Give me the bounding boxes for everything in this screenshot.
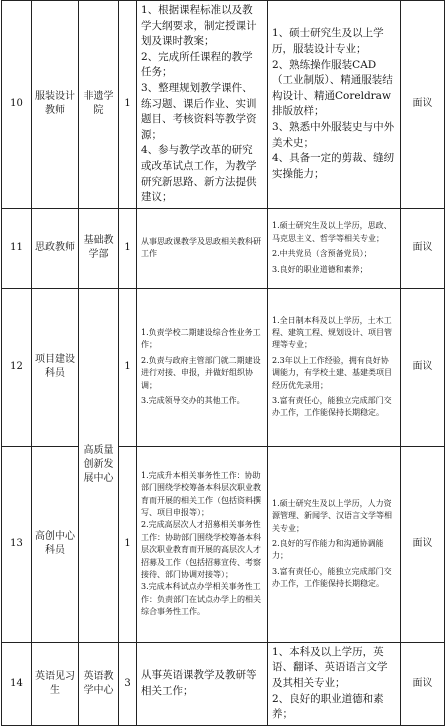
job-duties xyxy=(137,208,268,288)
requirement-item: 3、熟悉中外服装史与中外美术史； xyxy=(272,120,395,149)
job-requirements xyxy=(268,642,401,725)
requirement-item: 2.良好的写作能力和沟通协调能力； xyxy=(272,539,384,561)
duty-item: 3.完成领导交办的其他工作。 xyxy=(141,396,245,406)
position-name: 项目建设科员 xyxy=(32,288,79,446)
requirement-item: 2.中共党员（含预备党员）； xyxy=(272,249,372,259)
table-row xyxy=(2,446,445,642)
requirement-item: 1.全日制本科及以上学历，土木工程、建筑工程、规划设计、项目管理等专业； xyxy=(272,315,392,350)
job-requirements xyxy=(268,208,401,288)
salary-mode: 面议 xyxy=(401,446,445,642)
job-duties xyxy=(137,1,268,209)
requirement-item: 1、硕士研究生及以上学历，服装设计专业； xyxy=(272,27,384,55)
job-requirements xyxy=(268,1,401,209)
department-name: 非遗学院 xyxy=(79,1,119,209)
job-duties xyxy=(137,446,268,642)
job-duties xyxy=(137,642,268,725)
headcount: 1 xyxy=(119,1,137,209)
requirement-item: 3.富有责任心，能独立完成部门交办工作，工作能保持长期稳定。 xyxy=(272,396,392,418)
duty-item: 从事思政课教学及思政相关教科研工作 xyxy=(141,236,261,259)
duty-item: 3、整理规划教学课件、练习题、课后作业、实训题目、考核资料等教学资源； xyxy=(141,81,257,141)
requirement-item: 3.良好的职业道德和素养； xyxy=(272,264,368,274)
headcount: 1 xyxy=(119,446,137,642)
duty-item: 1.负责学校二期建设综合性业务工作； xyxy=(141,328,261,350)
table-row xyxy=(2,288,445,446)
duty-item: 3.完成本科试点办学相关事务性工作：负责部门在试点办学上的相关综合事务性工作。 xyxy=(141,582,261,617)
table-row xyxy=(2,208,445,288)
salary-mode: 面议 xyxy=(401,642,445,725)
job-duties xyxy=(137,288,268,446)
department-name: 高质量创新发展中心 xyxy=(79,288,119,642)
requirement-item: 2.3年以上工作经验，拥有良好协调能力，有学校土建、基建类项目经历优先录用； xyxy=(272,355,392,390)
headcount: 1 xyxy=(119,208,137,288)
duty-item: 从事英语课教学及教研等相关工作； xyxy=(141,669,257,697)
department-name: 英语教学中心 xyxy=(79,642,119,725)
duty-item: 4、参与教学改革的研究或改革试点工作，为教学研究新思路、新方法提供建议； xyxy=(141,144,257,204)
duty-item: 2.完成高层次人才招募相关事务性工作：协助部门围绕学校筹备本科层次职业教育而开展的高层次人才招募及工作（包括招募宣传、考察接待、部门协调对接等）； xyxy=(141,520,261,580)
position-name: 英语见习生 xyxy=(32,642,79,725)
requirement-item: 2、熟练操作服装CAD（工业制版）、精通服装结构设计、精通Coreldraw排版放样； xyxy=(272,58,393,118)
requirement-item: 1、本科及以上学历，英语、翻译、英语语言文学及其相关专业； xyxy=(272,645,388,689)
recruitment-table xyxy=(1,0,445,726)
duty-item: 1、根据课程标准以及教学大纲要求，制定授课计划及课时教案； xyxy=(141,4,257,48)
position-name: 高创中心科员 xyxy=(32,446,79,642)
position-name: 服装设计教师 xyxy=(32,1,79,209)
row-number: 13 xyxy=(2,446,32,642)
salary-mode: 面议 xyxy=(401,1,445,209)
row-number: 14 xyxy=(2,642,32,725)
position-name: 思政教师 xyxy=(32,208,79,288)
row-number: 11 xyxy=(2,208,32,288)
job-requirements xyxy=(268,288,401,446)
requirement-item: 1.硕士研究生及以上学历，思政、马克思主义、哲学等相关专业； xyxy=(272,221,392,243)
requirement-item: 3.富有责任心，能独立完成部门交办工作，工作能保持长期稳定。 xyxy=(272,566,392,589)
requirement-item: 1.硕士研究生及以上学历，人力资源管理、新闻学、汉语言文学等相关专业； xyxy=(272,498,392,533)
salary-mode: 面议 xyxy=(401,208,445,288)
duty-item: 2.负责与政府主管部门就二期建设进行对接、申报，并做好组织协调； xyxy=(141,355,261,390)
duty-item: 1.完成升本相关事务性工作：协助部门围绕学校筹备本科层次职业教育而开展的相关工作（包括资料撰写、项目申报等）； xyxy=(141,470,261,517)
duty-item: 2、完成所任课程的教学任务； xyxy=(141,50,253,79)
row-number: 12 xyxy=(2,288,32,446)
requirement-item: 2、良好的职业道德和素养； xyxy=(272,692,384,721)
table-row xyxy=(2,642,445,725)
row-number: 10 xyxy=(2,1,32,209)
headcount: 1 xyxy=(119,288,137,446)
headcount: 3 xyxy=(119,642,137,725)
salary-mode: 面议 xyxy=(401,288,445,446)
requirement-item: 4、具备一定的剪裁、缝纫实操能力； xyxy=(272,152,395,180)
department-name: 基础教学部 xyxy=(79,208,119,288)
job-requirements xyxy=(268,446,401,642)
table-row xyxy=(2,1,445,209)
